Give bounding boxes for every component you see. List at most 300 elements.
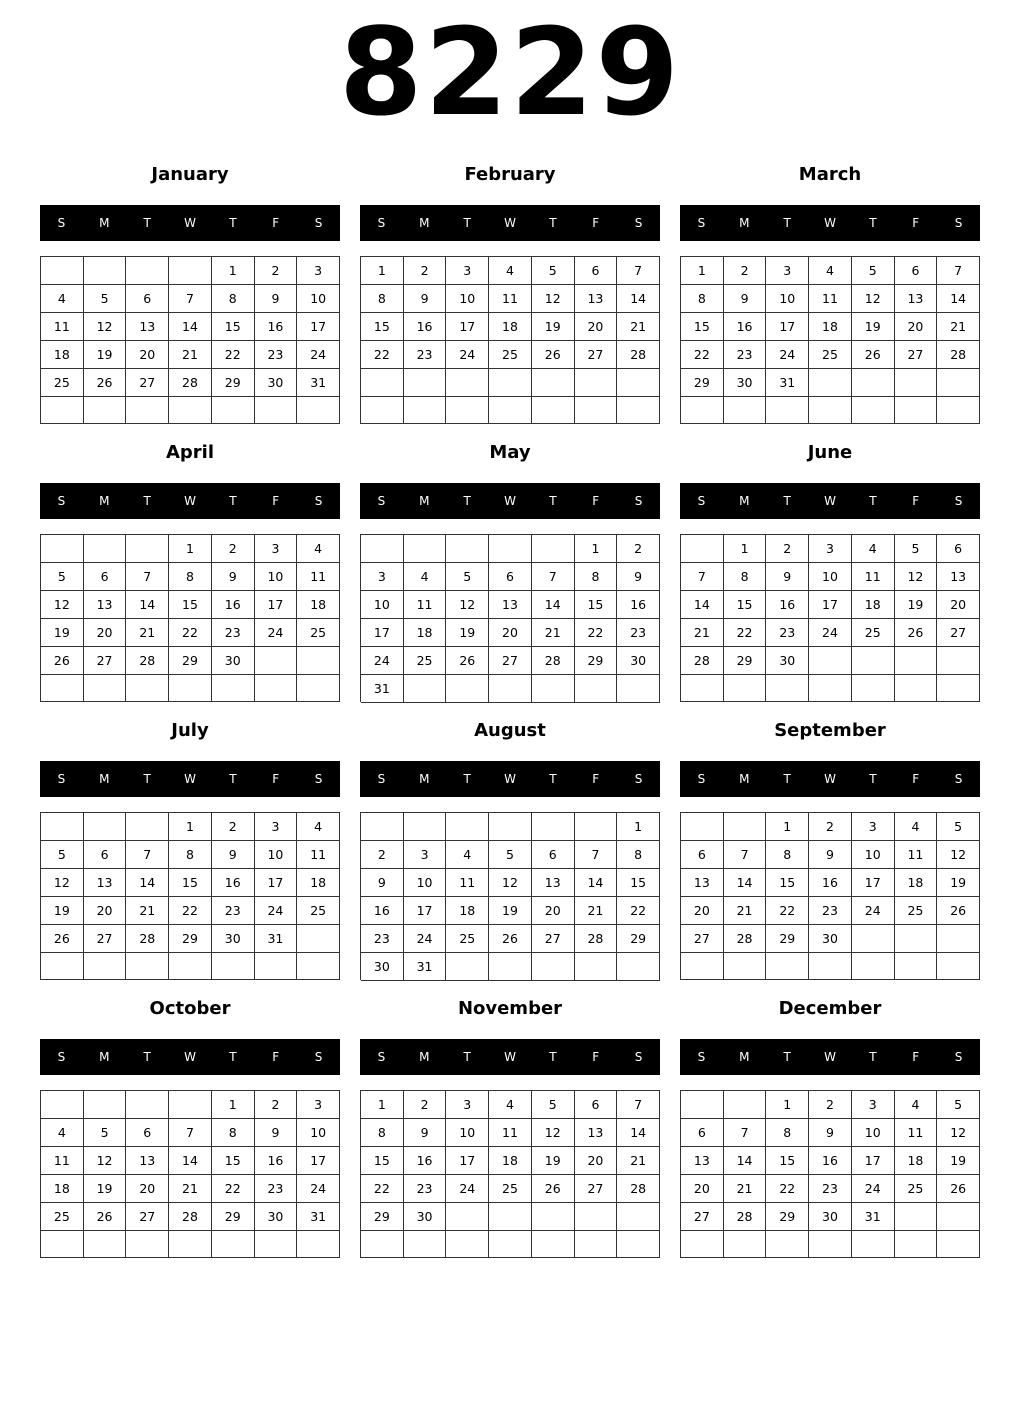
- day-cell: 30: [255, 369, 298, 397]
- day-cell: 17: [809, 591, 852, 619]
- day-cell: 15: [361, 1147, 404, 1175]
- day-cell: 19: [937, 1147, 980, 1175]
- day-cell: 2: [724, 257, 767, 285]
- day-cell: 8: [212, 1119, 255, 1147]
- empty-cell: [404, 535, 447, 563]
- day-cell: 25: [489, 341, 532, 369]
- day-cell: 23: [361, 925, 404, 953]
- empty-cell: [169, 257, 212, 285]
- day-cell: 5: [937, 1091, 980, 1119]
- weekday-label: S: [314, 772, 323, 786]
- day-cell: 27: [126, 1203, 169, 1231]
- day-cell: 16: [724, 313, 767, 341]
- day-cell: 11: [895, 841, 938, 869]
- day-cell: 23: [255, 341, 298, 369]
- day-cell: 25: [41, 369, 84, 397]
- empty-cell: [489, 675, 532, 703]
- day-cell: 30: [404, 1203, 447, 1231]
- weekday-label: F: [592, 216, 600, 230]
- empty-cell: [41, 1231, 84, 1258]
- day-cell: 28: [681, 647, 724, 675]
- year-title: 8229: [339, 4, 681, 143]
- day-cell: 4: [41, 285, 84, 313]
- weekday-label: F: [272, 1050, 280, 1064]
- day-cell: 12: [446, 591, 489, 619]
- empty-cell: [575, 1203, 618, 1231]
- empty-cell: [532, 397, 575, 425]
- day-cell: 18: [895, 1147, 938, 1175]
- day-cell: 15: [212, 1147, 255, 1175]
- day-cell: 6: [84, 563, 127, 591]
- weekday-label: T: [549, 216, 557, 230]
- day-cell: 18: [852, 591, 895, 619]
- day-cell: 26: [41, 647, 84, 675]
- day-cell: 17: [297, 1147, 340, 1175]
- empty-cell: [446, 1203, 489, 1231]
- empty-cell: [852, 369, 895, 397]
- day-cell: 1: [766, 813, 809, 841]
- day-cell: 28: [575, 925, 618, 953]
- day-cell: 22: [169, 897, 212, 925]
- day-cell: 8: [361, 285, 404, 313]
- weekday-label: F: [272, 494, 280, 508]
- day-cell: 27: [489, 647, 532, 675]
- day-cell: 1: [617, 813, 660, 841]
- day-cell: 26: [937, 897, 980, 925]
- day-cell: 6: [126, 285, 169, 313]
- day-cell: 15: [169, 591, 212, 619]
- day-cell: 17: [404, 897, 447, 925]
- day-cell: 6: [681, 1119, 724, 1147]
- day-cell: 1: [361, 257, 404, 285]
- day-cell: 19: [937, 869, 980, 897]
- day-cell: 11: [297, 563, 340, 591]
- empty-cell: [617, 1231, 660, 1258]
- weekday-label: W: [824, 772, 836, 786]
- day-cell: 17: [446, 313, 489, 341]
- empty-cell: [895, 1203, 938, 1231]
- day-cell: 24: [404, 925, 447, 953]
- day-cell: 26: [489, 925, 532, 953]
- weekday-label: W: [184, 772, 196, 786]
- empty-cell: [297, 1231, 340, 1258]
- day-cell: 28: [937, 341, 980, 369]
- day-cell: 21: [575, 897, 618, 925]
- empty-cell: [681, 1231, 724, 1258]
- day-cell: 25: [297, 897, 340, 925]
- weekday-header: [360, 205, 660, 241]
- day-cell: 19: [852, 313, 895, 341]
- empty-cell: [724, 675, 767, 702]
- day-cell: 4: [489, 257, 532, 285]
- day-cell: 23: [212, 619, 255, 647]
- day-cell: 30: [255, 1203, 298, 1231]
- day-cell: 28: [617, 341, 660, 369]
- day-cell: 27: [937, 619, 980, 647]
- empty-cell: [126, 535, 169, 563]
- day-cell: 27: [84, 925, 127, 953]
- day-cell: 7: [724, 1119, 767, 1147]
- empty-cell: [126, 675, 169, 702]
- day-cell: 28: [169, 1203, 212, 1231]
- day-cell: 7: [126, 563, 169, 591]
- day-cell: 18: [489, 1147, 532, 1175]
- day-cell: 28: [724, 925, 767, 953]
- day-cell: 15: [724, 591, 767, 619]
- weekday-label: S: [57, 772, 66, 786]
- day-cell: 17: [361, 619, 404, 647]
- empty-cell: [937, 647, 980, 675]
- day-cell: 24: [852, 897, 895, 925]
- month-name: March: [798, 164, 862, 185]
- day-cell: 1: [681, 257, 724, 285]
- empty-cell: [212, 953, 255, 980]
- day-cell: 4: [41, 1119, 84, 1147]
- empty-cell: [724, 1231, 767, 1258]
- day-cell: 10: [404, 869, 447, 897]
- empty-cell: [41, 397, 84, 424]
- day-cell: 23: [404, 1175, 447, 1203]
- day-cell: 2: [255, 257, 298, 285]
- weekday-label: S: [634, 1050, 643, 1064]
- day-cell: 30: [766, 647, 809, 675]
- day-cell: 29: [169, 647, 212, 675]
- weekday-label: S: [377, 772, 386, 786]
- day-cell: 12: [84, 1147, 127, 1175]
- day-cell: 31: [766, 369, 809, 397]
- day-cell: 18: [297, 869, 340, 897]
- day-cell: 13: [126, 1147, 169, 1175]
- day-cell: 12: [895, 563, 938, 591]
- day-cell: 5: [446, 563, 489, 591]
- empty-cell: [169, 397, 212, 424]
- weekday-label: T: [463, 494, 471, 508]
- day-cell: 18: [404, 619, 447, 647]
- day-cell: 7: [575, 841, 618, 869]
- day-cell: 17: [852, 869, 895, 897]
- empty-cell: [575, 953, 618, 981]
- day-cell: 9: [724, 285, 767, 313]
- day-cell: 10: [852, 841, 895, 869]
- empty-cell: [489, 813, 532, 841]
- day-cell: 19: [532, 1147, 575, 1175]
- day-cell: 26: [84, 369, 127, 397]
- empty-cell: [766, 1231, 809, 1258]
- day-cell: 6: [575, 257, 618, 285]
- empty-cell: [255, 647, 298, 675]
- day-cell: 3: [809, 535, 852, 563]
- day-cell: 25: [809, 341, 852, 369]
- day-cell: 27: [84, 647, 127, 675]
- day-grid: [40, 1090, 340, 1258]
- day-cell: 6: [126, 1119, 169, 1147]
- weekday-header: [360, 761, 660, 797]
- day-cell: 22: [212, 341, 255, 369]
- day-cell: 24: [255, 897, 298, 925]
- day-cell: 6: [489, 563, 532, 591]
- weekday-label: W: [824, 494, 836, 508]
- day-cell: 8: [724, 563, 767, 591]
- day-cell: 21: [724, 897, 767, 925]
- day-cell: 7: [169, 285, 212, 313]
- day-cell: 12: [532, 1119, 575, 1147]
- day-cell: 16: [809, 869, 852, 897]
- weekday-label: T: [463, 772, 471, 786]
- day-cell: 13: [681, 869, 724, 897]
- empty-cell: [809, 369, 852, 397]
- day-cell: 10: [852, 1119, 895, 1147]
- weekday-label: S: [57, 494, 66, 508]
- weekday-label: F: [912, 216, 920, 230]
- day-cell: 20: [84, 897, 127, 925]
- day-cell: 7: [617, 1091, 660, 1119]
- day-cell: 13: [937, 563, 980, 591]
- empty-cell: [937, 369, 980, 397]
- day-cell: 5: [41, 841, 84, 869]
- empty-cell: [937, 397, 980, 424]
- day-cell: 21: [126, 619, 169, 647]
- day-cell: 21: [617, 1147, 660, 1175]
- empty-cell: [404, 1231, 447, 1258]
- day-cell: 10: [297, 1119, 340, 1147]
- day-cell: 26: [895, 619, 938, 647]
- weekday-label: T: [143, 772, 151, 786]
- day-cell: 22: [681, 341, 724, 369]
- day-cell: 15: [169, 869, 212, 897]
- empty-cell: [126, 1091, 169, 1119]
- day-cell: 14: [575, 869, 618, 897]
- empty-cell: [361, 813, 404, 841]
- day-cell: 21: [126, 897, 169, 925]
- day-cell: 16: [255, 313, 298, 341]
- empty-cell: [446, 369, 489, 397]
- day-cell: 30: [361, 953, 404, 981]
- day-cell: 15: [766, 869, 809, 897]
- empty-cell: [446, 1231, 489, 1258]
- day-cell: 27: [575, 1175, 618, 1203]
- day-grid: [360, 812, 660, 980]
- day-cell: 13: [575, 1119, 618, 1147]
- day-cell: 21: [724, 1175, 767, 1203]
- day-cell: 11: [446, 869, 489, 897]
- empty-cell: [681, 535, 724, 563]
- weekday-header: [40, 205, 340, 241]
- empty-cell: [575, 1231, 618, 1258]
- empty-cell: [404, 369, 447, 397]
- day-cell: 9: [255, 285, 298, 313]
- weekday-label: M: [99, 772, 110, 786]
- day-cell: 25: [446, 925, 489, 953]
- weekday-label: T: [869, 1050, 877, 1064]
- empty-cell: [297, 675, 340, 702]
- empty-cell: [681, 397, 724, 424]
- day-cell: 18: [41, 341, 84, 369]
- empty-cell: [852, 925, 895, 953]
- weekday-label: W: [504, 772, 516, 786]
- empty-cell: [212, 675, 255, 702]
- day-cell: 13: [532, 869, 575, 897]
- day-cell: 12: [937, 841, 980, 869]
- weekday-label: S: [954, 494, 963, 508]
- weekday-label: F: [592, 494, 600, 508]
- day-cell: 2: [212, 535, 255, 563]
- day-cell: 30: [809, 1203, 852, 1231]
- empty-cell: [895, 369, 938, 397]
- day-cell: 9: [361, 869, 404, 897]
- day-cell: 27: [895, 341, 938, 369]
- day-cell: 1: [212, 257, 255, 285]
- empty-cell: [532, 1203, 575, 1231]
- day-cell: 21: [169, 341, 212, 369]
- empty-cell: [297, 647, 340, 675]
- weekday-label: M: [419, 494, 430, 508]
- day-cell: 13: [895, 285, 938, 313]
- day-cell: 4: [895, 1091, 938, 1119]
- empty-cell: [489, 397, 532, 425]
- day-cell: 18: [297, 591, 340, 619]
- day-cell: 9: [617, 563, 660, 591]
- day-cell: 20: [937, 591, 980, 619]
- day-cell: 12: [41, 591, 84, 619]
- day-cell: 5: [895, 535, 938, 563]
- day-cell: 5: [852, 257, 895, 285]
- month-name: October: [149, 998, 231, 1019]
- day-cell: 6: [681, 841, 724, 869]
- day-cell: 15: [575, 591, 618, 619]
- day-cell: 6: [84, 841, 127, 869]
- day-cell: 23: [724, 341, 767, 369]
- day-cell: 17: [255, 869, 298, 897]
- day-cell: 27: [681, 1203, 724, 1231]
- weekday-label: T: [143, 1050, 151, 1064]
- day-cell: 3: [404, 841, 447, 869]
- day-cell: 16: [212, 869, 255, 897]
- day-grid: [680, 1090, 980, 1258]
- empty-cell: [404, 813, 447, 841]
- empty-cell: [852, 953, 895, 980]
- empty-cell: [809, 953, 852, 980]
- empty-cell: [937, 925, 980, 953]
- empty-cell: [361, 369, 404, 397]
- day-cell: 29: [575, 647, 618, 675]
- day-cell: 1: [766, 1091, 809, 1119]
- weekday-label: F: [912, 1050, 920, 1064]
- empty-cell: [617, 953, 660, 981]
- weekday-label: S: [377, 1050, 386, 1064]
- day-cell: 24: [766, 341, 809, 369]
- day-cell: 16: [617, 591, 660, 619]
- day-cell: 18: [809, 313, 852, 341]
- day-cell: 16: [404, 313, 447, 341]
- day-cell: 8: [361, 1119, 404, 1147]
- day-cell: 22: [361, 341, 404, 369]
- day-cell: 13: [84, 591, 127, 619]
- weekday-label: S: [377, 494, 386, 508]
- weekday-label: M: [739, 772, 750, 786]
- day-cell: 22: [617, 897, 660, 925]
- day-cell: 23: [809, 897, 852, 925]
- empty-cell: [169, 1091, 212, 1119]
- day-cell: 1: [724, 535, 767, 563]
- day-cell: 5: [532, 257, 575, 285]
- day-cell: 29: [617, 925, 660, 953]
- empty-cell: [41, 675, 84, 702]
- empty-cell: [41, 1091, 84, 1119]
- day-cell: 21: [617, 313, 660, 341]
- day-cell: 30: [212, 647, 255, 675]
- day-cell: 31: [255, 925, 298, 953]
- day-cell: 20: [126, 341, 169, 369]
- empty-cell: [404, 675, 447, 703]
- day-cell: 10: [446, 285, 489, 313]
- weekday-label: T: [143, 494, 151, 508]
- day-cell: 20: [895, 313, 938, 341]
- empty-cell: [126, 1231, 169, 1258]
- day-cell: 22: [724, 619, 767, 647]
- day-cell: 19: [895, 591, 938, 619]
- empty-cell: [532, 1231, 575, 1258]
- day-cell: 6: [895, 257, 938, 285]
- day-cell: 29: [361, 1203, 404, 1231]
- day-cell: 15: [617, 869, 660, 897]
- day-grid: [40, 256, 340, 424]
- empty-cell: [532, 675, 575, 703]
- day-cell: 7: [681, 563, 724, 591]
- day-cell: 20: [681, 1175, 724, 1203]
- day-cell: 26: [84, 1203, 127, 1231]
- day-cell: 5: [41, 563, 84, 591]
- day-cell: 10: [766, 285, 809, 313]
- day-cell: 11: [297, 841, 340, 869]
- day-cell: 31: [852, 1203, 895, 1231]
- empty-cell: [575, 397, 618, 425]
- day-cell: 9: [404, 285, 447, 313]
- empty-cell: [297, 397, 340, 424]
- day-cell: 15: [212, 313, 255, 341]
- weekday-label: T: [229, 494, 237, 508]
- month-name: July: [171, 720, 209, 741]
- day-cell: 4: [489, 1091, 532, 1119]
- empty-cell: [212, 397, 255, 424]
- day-cell: 28: [532, 647, 575, 675]
- day-cell: 27: [681, 925, 724, 953]
- day-cell: 14: [532, 591, 575, 619]
- day-cell: 14: [724, 1147, 767, 1175]
- day-cell: 22: [361, 1175, 404, 1203]
- day-cell: 8: [617, 841, 660, 869]
- day-cell: 14: [169, 1147, 212, 1175]
- empty-cell: [169, 1231, 212, 1258]
- day-cell: 11: [489, 1119, 532, 1147]
- weekday-label: T: [783, 216, 791, 230]
- day-cell: 10: [297, 285, 340, 313]
- day-cell: 17: [852, 1147, 895, 1175]
- day-cell: 13: [126, 313, 169, 341]
- day-cell: 1: [169, 813, 212, 841]
- weekday-label: S: [697, 216, 706, 230]
- day-cell: 28: [724, 1203, 767, 1231]
- weekday-label: M: [419, 216, 430, 230]
- day-cell: 1: [575, 535, 618, 563]
- empty-cell: [766, 397, 809, 424]
- empty-cell: [446, 953, 489, 981]
- empty-cell: [681, 953, 724, 980]
- weekday-label: W: [824, 1050, 836, 1064]
- day-cell: 16: [361, 897, 404, 925]
- empty-cell: [41, 535, 84, 563]
- day-cell: 22: [212, 1175, 255, 1203]
- weekday-label: F: [272, 216, 280, 230]
